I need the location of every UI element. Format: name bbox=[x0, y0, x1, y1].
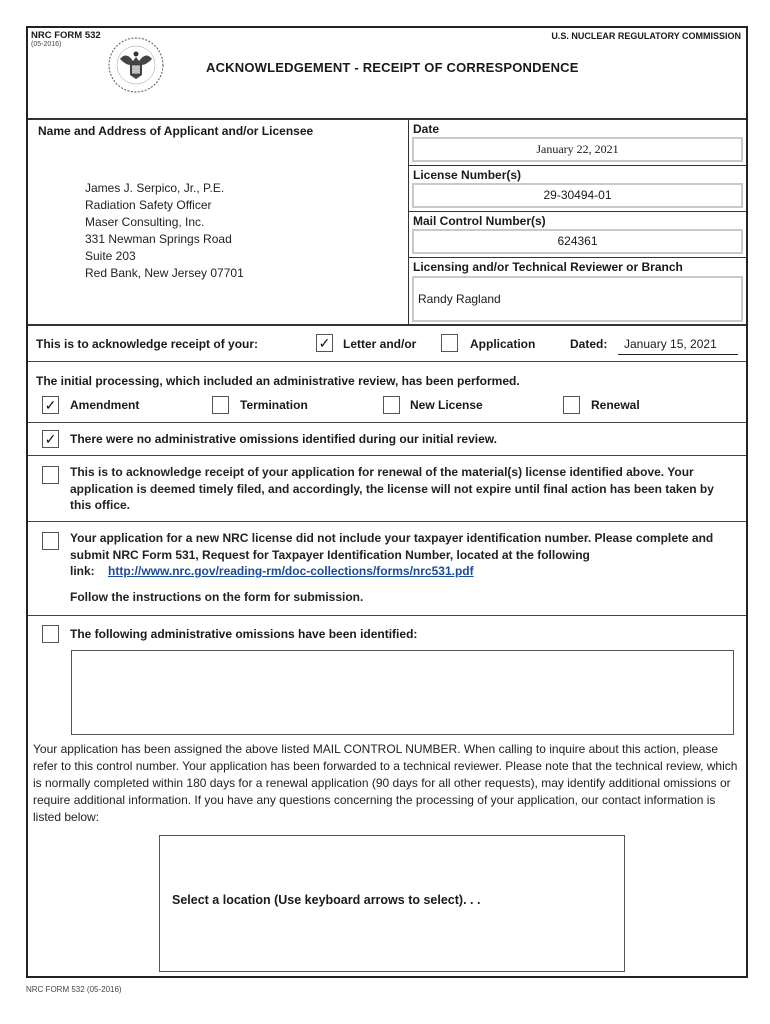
mail-control-label: Mail Control Number(s) bbox=[413, 214, 546, 228]
address-line: 331 Newman Springs Road bbox=[85, 232, 232, 246]
form-footer: NRC FORM 532 (05-2016) bbox=[26, 985, 122, 994]
reviewer-field[interactable]: Randy Ragland bbox=[412, 276, 743, 322]
amendment-checkbox[interactable] bbox=[42, 396, 59, 414]
check-icon: ✓ bbox=[318, 335, 331, 351]
reviewer-label: Licensing and/or Technical Reviewer or Branch bbox=[413, 260, 683, 274]
address-line: Maser Consulting, Inc. bbox=[85, 215, 205, 229]
taxpayer-follow: Follow the instructions on the form for submission. bbox=[70, 590, 364, 604]
applicant-label: Name and Address of Applicant and/or Licensee bbox=[38, 124, 314, 138]
form-title: ACKNOWLEDGEMENT - RECEIPT OF CORRESPONDENCE bbox=[206, 60, 579, 75]
new-license-checkbox[interactable] bbox=[383, 396, 400, 414]
date-field[interactable]: January 22, 2021 bbox=[412, 137, 743, 162]
check-icon: ✓ bbox=[44, 431, 57, 447]
nrc-seal-icon bbox=[106, 35, 166, 95]
renewal-ack-text: This is to acknowledge receipt of your application for renewal of the material(s) license identified above. Your application is deemed timely filed, and accordingly, the license will not expire until final action has been taken by this office. bbox=[70, 465, 714, 512]
reviewer-block bbox=[409, 258, 746, 326]
nrc-form-532 bbox=[26, 26, 748, 978]
applicant-address[interactable] bbox=[85, 180, 244, 282]
new-license-label: New License bbox=[410, 398, 483, 412]
form-revision: (05-2016) bbox=[31, 41, 62, 48]
receipt-intro: This is to acknowledge receipt of your: bbox=[36, 337, 259, 351]
taxpayer-message: Your application for a new NRC license did not include your taxpayer identification number. Please complete and submit NRC Form 531, Request for Taxpayer Identification Number, located at the following link: bbox=[70, 531, 714, 578]
nrc531-link[interactable]: http://www.nrc.gov/reading-rm/doc-collections/forms/nrc531.pdf bbox=[108, 564, 474, 578]
applicant-section bbox=[28, 120, 746, 326]
check-icon: ✓ bbox=[44, 397, 57, 413]
dated-label: Dated: bbox=[570, 337, 608, 351]
location-placeholder: Select a location (Use keyboard arrows to select). . . bbox=[172, 893, 481, 907]
renewal-checkbox[interactable] bbox=[563, 396, 580, 414]
letter-checkbox[interactable] bbox=[316, 334, 333, 352]
closing-text: Your application has been assigned the above listed MAIL CONTROL NUMBER. When calling to inquire about this action, please refer to this control number. Your application has been forwarded to a technical reviewer. Please note that the technical review, which is normally completed within 180 days for a renewal application (90 days for all other requests), may identify additional omissions or require additional information. If you have any questions concerning the processing of your application, our contact information is listed below: bbox=[33, 742, 738, 824]
mail-control-block bbox=[409, 212, 746, 258]
letter-label: Letter and/or bbox=[343, 337, 417, 351]
license-block bbox=[409, 166, 746, 212]
agency-name: U.S. NUCLEAR REGULATORY COMMISSION bbox=[551, 31, 741, 41]
no-omissions-label: There were no administrative omissions identified during our initial review. bbox=[70, 432, 497, 446]
taxpayer-text bbox=[70, 530, 738, 580]
dated-field[interactable]: January 15, 2021 bbox=[624, 337, 717, 351]
mail-control-field[interactable]: 624361 bbox=[412, 229, 743, 254]
license-label: License Number(s) bbox=[413, 168, 522, 182]
omissions-checkbox[interactable] bbox=[42, 625, 59, 643]
omissions-row bbox=[28, 616, 746, 744]
date-label: Date bbox=[413, 122, 440, 136]
address-line: Suite 203 bbox=[85, 249, 136, 263]
taxpayer-row bbox=[28, 522, 746, 616]
termination-checkbox[interactable] bbox=[212, 396, 229, 414]
reference-fields bbox=[409, 120, 746, 324]
form-header bbox=[28, 28, 746, 120]
no-omissions-row bbox=[28, 423, 746, 456]
location-select[interactable] bbox=[159, 835, 625, 972]
omissions-label: The following administrative omissions have been identified: bbox=[70, 627, 418, 641]
closing-section bbox=[28, 741, 746, 831]
renewal-ack-row bbox=[28, 456, 746, 522]
omissions-textarea[interactable] bbox=[71, 650, 734, 735]
date-block bbox=[409, 120, 746, 166]
dated-underline bbox=[618, 354, 738, 355]
application-checkbox[interactable] bbox=[441, 334, 458, 352]
address-line: Red Bank, New Jersey 07701 bbox=[85, 266, 244, 280]
receipt-row bbox=[28, 326, 746, 362]
amendment-label: Amendment bbox=[70, 398, 140, 412]
license-number-field[interactable]: 29-30494-01 bbox=[412, 183, 743, 208]
renewal-label: Renewal bbox=[591, 398, 640, 412]
processing-row bbox=[28, 362, 746, 423]
renewal-ack-checkbox[interactable] bbox=[42, 466, 59, 484]
no-omissions-checkbox[interactable] bbox=[42, 430, 59, 448]
taxpayer-checkbox[interactable] bbox=[42, 532, 59, 550]
processing-intro: The initial processing, which included an administrative review, has been performed. bbox=[36, 374, 520, 388]
application-label: Application bbox=[470, 337, 536, 351]
address-line: Radiation Safety Officer bbox=[85, 198, 212, 212]
form-number: NRC FORM 532 bbox=[31, 30, 101, 41]
termination-label: Termination bbox=[240, 398, 308, 412]
address-line: James J. Serpico, Jr., P.E. bbox=[85, 181, 225, 195]
applicant-block bbox=[28, 120, 409, 324]
